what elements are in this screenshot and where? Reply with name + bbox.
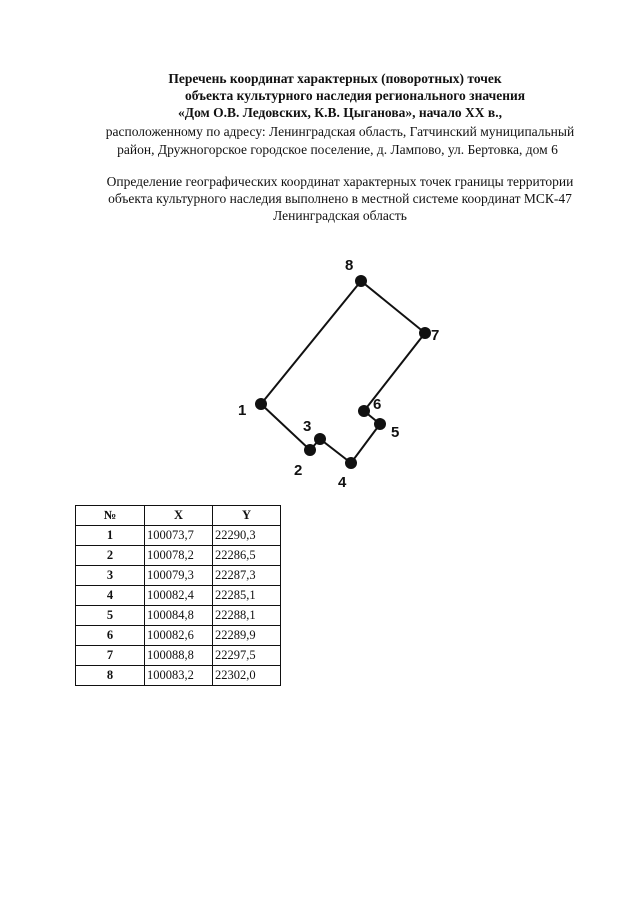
address-line-1: расположенному по адресу: Ленинградская область, Гатчинский муниципальный [105, 124, 575, 139]
cell-y: 22286,5 [213, 546, 281, 566]
title-line-3: «Дом О.В. Ледовских, К.В. Цыганова», начало ХХ в., [178, 105, 502, 120]
cell-number: 8 [76, 666, 145, 686]
cell-x: 100079,3 [145, 566, 213, 586]
point-marker-7 [419, 327, 431, 339]
cell-y: 22288,1 [213, 606, 281, 626]
cell-x: 100082,6 [145, 626, 213, 646]
point-marker-8 [355, 275, 367, 287]
title-line-2: объекта культурного наследия регионального значения [184, 88, 526, 103]
cell-y: 22302,0 [213, 666, 281, 686]
cell-y: 22287,3 [213, 566, 281, 586]
cell-y: 22297,5 [213, 646, 281, 666]
title-line-1: Перечень координат характерных (поворотных) точек [168, 71, 502, 86]
table-row [76, 566, 281, 586]
point-label-4: 4 [338, 474, 347, 491]
header-number: № [76, 506, 145, 526]
cell-x: 100073,7 [145, 526, 213, 546]
point-label-5: 5 [391, 424, 400, 441]
point-label-1: 1 [238, 402, 247, 419]
point-marker-4 [345, 457, 357, 469]
cell-number: 7 [76, 646, 145, 666]
table-row [76, 606, 281, 626]
cell-number: 4 [76, 586, 145, 606]
table-row [76, 646, 281, 666]
table-row [76, 526, 281, 546]
table-row [76, 626, 281, 646]
table-header-row [76, 506, 281, 526]
cell-number: 2 [76, 546, 145, 566]
point-marker-6 [358, 405, 370, 417]
point-label-2: 2 [294, 462, 303, 479]
point-label-7: 7 [431, 327, 440, 344]
point-marker-3 [314, 433, 326, 445]
method-line-3: Ленинградская область [273, 208, 407, 223]
cell-number: 1 [76, 526, 145, 546]
cell-number: 3 [76, 566, 145, 586]
point-label-3: 3 [303, 418, 312, 435]
method-line-2: объекта культурного наследия выполнено в местной системе координат МСК-47 [108, 191, 572, 206]
cell-x: 100083,2 [145, 666, 213, 686]
cell-x: 100082,4 [145, 586, 213, 606]
address-line-2: район, Дружногорское городское поселение, д. Лампово, ул. Бертовка, дом 6 [117, 142, 558, 157]
point-label-8: 8 [345, 257, 354, 274]
point-marker-2 [304, 444, 316, 456]
boundary-outline [261, 281, 425, 463]
point-label-6: 6 [373, 396, 382, 413]
cell-y: 22290,3 [213, 526, 281, 546]
coordinates-table [75, 505, 281, 686]
cell-x: 100088,8 [145, 646, 213, 666]
cell-x: 100078,2 [145, 546, 213, 566]
cell-y: 22289,9 [213, 626, 281, 646]
cell-y: 22285,1 [213, 586, 281, 606]
point-marker-1 [255, 398, 267, 410]
header-x: X [145, 506, 213, 526]
table-row [76, 666, 281, 686]
header-y: Y [213, 506, 281, 526]
table-row [76, 546, 281, 566]
table-row [76, 586, 281, 606]
method-line-1: Определение географических координат характерных точек границы территории [106, 174, 574, 189]
point-marker-5 [374, 418, 386, 430]
cell-number: 6 [76, 626, 145, 646]
cell-number: 5 [76, 606, 145, 626]
cell-x: 100084,8 [145, 606, 213, 626]
